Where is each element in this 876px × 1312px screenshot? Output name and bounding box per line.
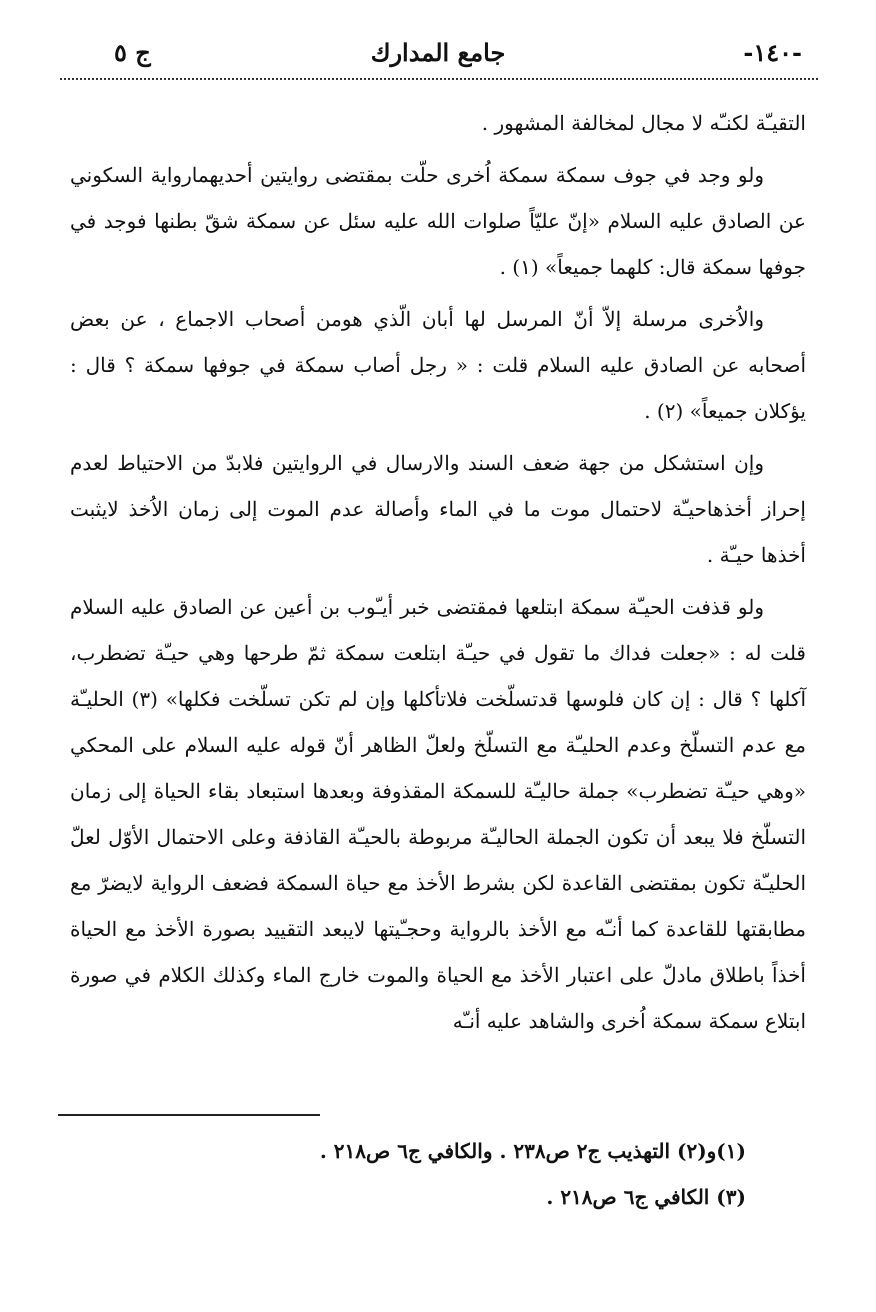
page-number: -١٤٠- — [743, 38, 802, 67]
footnotes — [280, 1128, 746, 1220]
paragraph: ولو وجد في جوف سمكة سمكة اُخرى حلّت بمقتضى روايتين أحديهمارواية السكوني عن الصادق عليه السلام «إنّ عليّاً صلوات الله عليه سئل عن سمكة شقّ بطنها فوجد في جوفها سمكة قال: كلهما جميعاً» (١) . — [70, 163, 806, 279]
page-header — [74, 32, 802, 78]
volume-label: ج ٥ — [114, 38, 151, 67]
paragraph: ولو قذفت الحيـّة سمكة ابتلعها فمقتضى خبر أيـّوب بن أعين عن الصادق عليه السلام قلت له : «جعلت فداك ما تقول في حيـّة ابتلعت سمكة ثمّ طرحها وهي حيـّة تضطرب، آكلها ؟ قال : إن كان فلوسها قدتسلّخت فلاتأكلها وإن لم تكن تسلّخت فكلها» (٣) الحليـّة مع عدم التسلّخ وعدم الحليـّة مع التسلّخ ولعلّ الظاهر أنّ قوله عليه السلام على المحكي «وهي حيـّة تضطرب» جملة حاليـّة للسمكة المقذوفة وبعدها استبعاد بقاء الحياة إلى زمان التسلّخ فلا يبعد أن تكون الجملة الحاليـّة مربوطة بالحيـّة القاذفة وعلى الاحتمال الأوّل لعلّ الحليـّة تكون بمقتضى القاعدة لكن بشرط الأخذ مع حياة السمكة فضعف الرواية لايضرّ مع مطابقتها للقاعدة كما أنـّه مع الأخذ بالرواية وحجـّيتها لايبعد التقييد بصورة الأخذ مع الحياة أخذاً باطلاق مادلّ على اعتبار الأخذ مع الحياة والموت خارج الماء وكذلك الكلام في صورة ابتلاع سمكة سمكة اُخرى والشاهد عليه أنـّه — [70, 595, 806, 1033]
header-divider — [60, 78, 818, 80]
paragraph: وإن استشكل من جهة ضعف السند والارسال في الروايتين فلابدّ من الاحتياط لعدم إحراز أخذهاحيـّة لاحتمال موت ما في الماء وأصالة عدم الموت إلى زمان الاُخذ لايثبت أخذها حيـّة . — [70, 451, 806, 567]
footnote: (١)و(٢) التهذيب ج٢ ص٢٣٨ . والكافي ج٦ ص٢١٨ . — [319, 1139, 746, 1163]
footnote-divider — [58, 1114, 320, 1116]
paragraph: التقيـّة لكنـّه لا مجال لمخالفة المشهور . — [481, 111, 806, 135]
paragraph: والاُخرى مرسلة إلاّ أنّ المرسل لها أبان الّذي هومن أصحاب الاجماع ، عن بعض أصحابه عن الصادق عليه السلام قلت : « رجل أصاب سمكة في جوفها سمكة ؟ قال : يؤكلان جميعاً» (٢) . — [70, 307, 806, 423]
book-title: جامع المدارك — [370, 38, 506, 67]
body-text — [70, 100, 806, 1050]
footnote: (٣) الكافي ج٦ ص٢١٨ . — [546, 1185, 746, 1209]
